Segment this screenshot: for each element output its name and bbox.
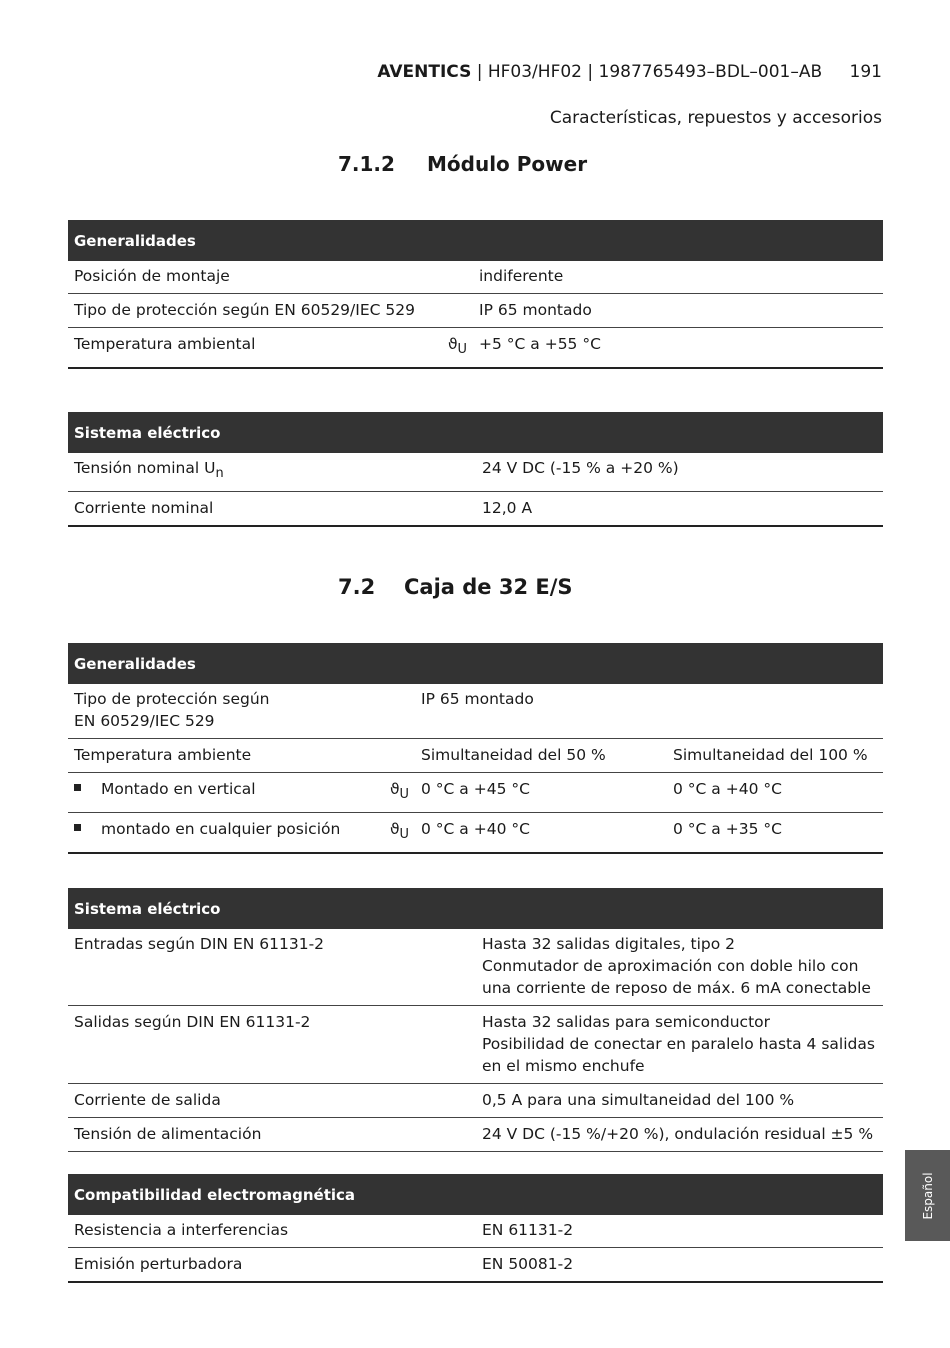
section-number: 7.2 [338,575,376,599]
row-value: 0,5 A para una simultaneidad del 100 % [476,1084,883,1118]
row-label: Tipo de protección según EN 60529/IEC 529 [74,690,270,730]
table-row [68,328,883,369]
page-header [377,62,882,82]
temperature-symbol: $ϑ_U$ [358,813,415,854]
language-tab [905,1150,950,1241]
row-value: +5 °C a +55 °C [473,328,883,369]
row-value: IP 65 montado [421,690,534,708]
table-row [68,1248,883,1283]
column-heading-100: Simultaneidad del 100 % [667,739,883,773]
row-label: Corriente nominal [68,492,476,527]
bullet-icon [74,784,81,791]
row-label: montado en cualquier posición [68,813,358,854]
temperature-symbol: $ϑ_U$ [358,773,415,813]
row-label: Temperatura ambiente [68,739,415,773]
table-row [68,261,883,294]
table-row [68,929,883,1006]
temperature-symbol: $ϑ_U$ [408,328,473,369]
table-header: Compatibilidad electromagnética [68,1174,883,1215]
row-value: EN 50081-2 [476,1248,883,1283]
table-row [68,773,883,813]
section-number: 7.1.2 [338,152,395,176]
io-box-emc-table [68,1174,883,1283]
row-label: Tensión nominal $U_n$ [74,459,224,482]
section-heading-7-1-2 [338,152,587,176]
row-label: Salidas según DIN EN 61131-2 [68,1006,476,1084]
row-label: Tensión de alimentación [68,1118,476,1152]
row-value-50: 0 °C a +45 °C [415,773,667,813]
power-general-table [68,220,883,369]
row-label: Resistencia a interferencias [74,1221,289,1239]
table-row [68,492,883,527]
row-value: Hasta 32 salidas para semiconductor Posibilidad de conectar en paralelo hasta 4 salidas en el mismo enchufe [476,1006,883,1084]
row-value: 24 V DC (-15 % a +20 %) [482,459,679,477]
document-id: | HF03/HF02 | 1987765493–BDL–001–AB [476,62,823,82]
table-row [68,813,883,854]
table-header: Sistema eléctrico [68,412,883,453]
row-value-100: 0 °C a +35 °C [667,813,883,854]
row-value: 24 V DC (-15 %/+20 %), ondulación residual ±5 % [476,1118,883,1152]
table-row [68,1118,883,1152]
power-electrical-table [68,412,883,527]
row-value: 12,0 A [476,492,883,527]
row-label: Tipo de protección según EN 60529/IEC 529 [68,294,473,328]
row-label: Entradas según DIN EN 61131-2 [74,935,325,953]
table-row [68,739,883,773]
row-label: Corriente de salida [68,1084,476,1118]
table-row [68,1006,883,1084]
table-row [68,453,883,492]
table-row [68,1215,883,1248]
row-value: Hasta 32 salidas digitales, tipo 2 Conmutador de aproximación con doble hilo con una corriente de reposo de máx. 6 mA conectable [482,935,871,997]
column-heading-50: Simultaneidad del 50 % [415,739,667,773]
table-header: Sistema eléctrico [68,888,883,929]
row-value-50: 0 °C a +40 °C [415,813,667,854]
brand-name: AVENTICS [377,62,472,82]
table-header: Generalidades [68,220,883,261]
section-heading-7-2 [338,575,573,599]
io-box-general-table [68,643,883,854]
chapter-title: Características, repuestos y accesorios [549,108,882,128]
table-row [68,1084,883,1118]
row-label: Temperatura ambiental [68,328,408,369]
io-box-electrical-table [68,888,883,1152]
section-title: Módulo Power [427,152,588,176]
page-number: 191 [849,62,882,82]
row-value: IP 65 montado [473,294,883,328]
bullet-icon [74,824,81,831]
row-label: Montado en vertical [68,773,358,813]
table-row [68,684,883,739]
row-label: Emisión perturbadora [68,1248,476,1283]
row-value-100: 0 °C a +40 °C [667,773,883,813]
table-header: Generalidades [68,643,883,684]
row-value: EN 61131-2 [482,1221,574,1239]
table-row [68,294,883,328]
section-title: Caja de 32 E/S [404,575,573,599]
row-value: indiferente [479,267,564,285]
language-tab-label: Español [920,1171,935,1220]
row-label: Posición de montaje [74,267,230,285]
